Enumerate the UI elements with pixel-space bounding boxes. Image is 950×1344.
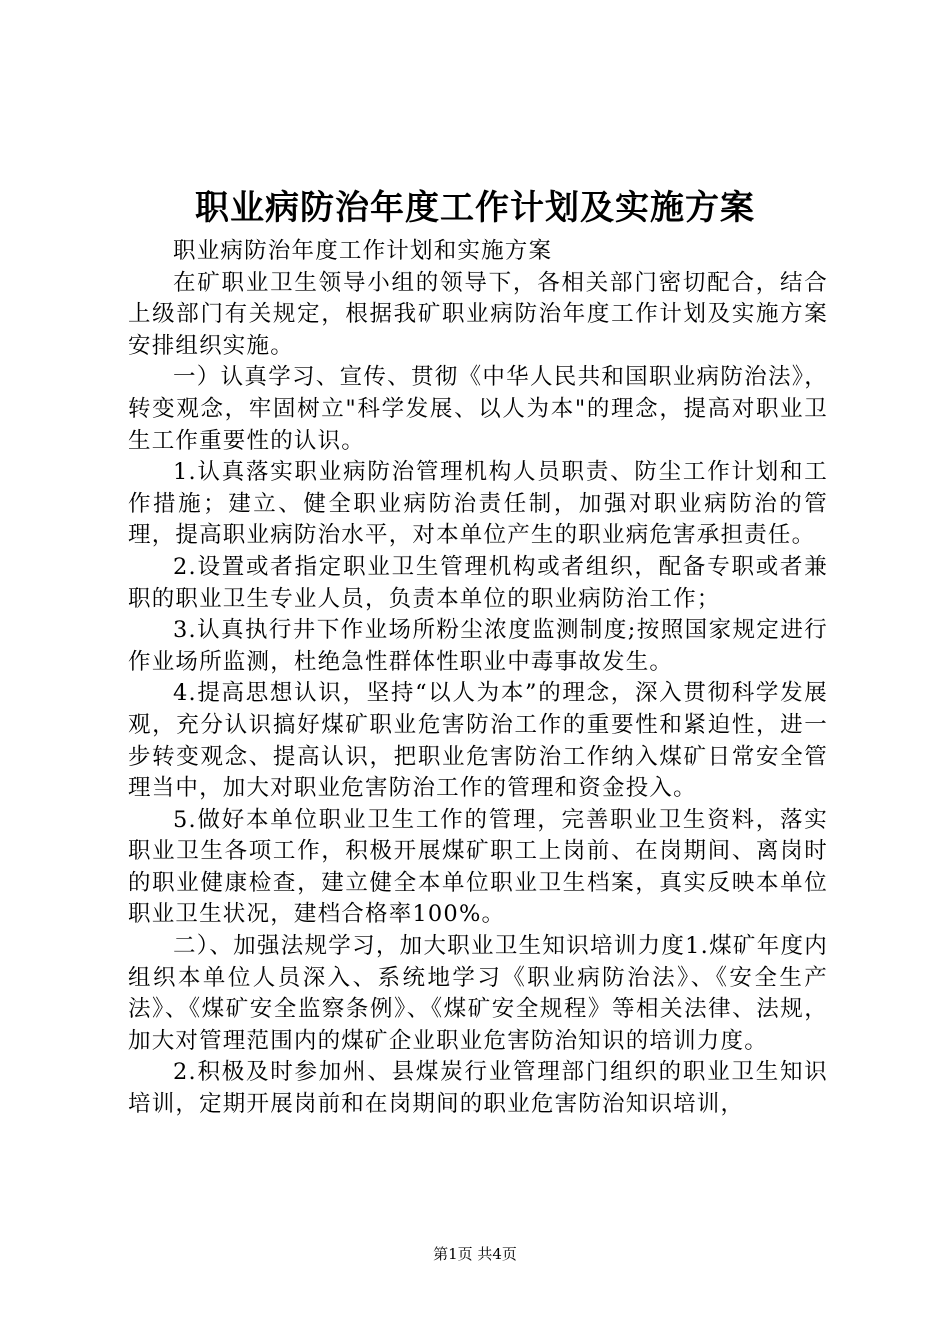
page-number: 第1页 共4页 [433,1245,517,1263]
paragraph: 4.提高思想认识，坚持“以人为本”的理念，深入贯彻科学发展观，充分认识搞好煤矿职业危害防治工作的重要性和紧迫性，进一步转变观念、提高认识，把职业危害防治工作纳入煤矿日常安全管理当中，加大对职业危害防治工作的管理和资金投入。 [128,680,828,802]
document-title: 职业病防治年度工作计划及实施方案 [195,188,755,228]
paragraph: 二）、加强法规学习，加大职业卫生知识培训力度1.煤矿年度内组织本单位人员深入、系统地学习《职业病防治法》、《安全生产法》、《煤矿安全监察条例》、《煤矿安全规程》等相关法律、法规，加大对管理范围内的煤矿企业职业危害防治知识的培训力度。 [128,933,828,1054]
document-body [128,236,828,1121]
paragraph: 1.认真落实职业病防治管理机构人员职责、防尘工作计划和工作措施；建立、健全职业病防治责任制，加强对职业病防治的管理，提高职业病防治水平，对本单位产生的职业病危害承担责任。 [128,459,828,549]
paragraph: 3.认真执行井下作业场所粉尘浓度监测制度;按照国家规定进行作业场所监测，杜绝急性群体性职业中毒事故发生。 [128,617,828,675]
paragraph: 2.积极及时参加州、县煤炭行业管理部门组织的职业卫生知识培训，定期开展岗前和在岗期间的职业危害防治知识培训， [128,1059,828,1118]
paragraph: 2.设置或者指定职业卫生管理机构或者组织，配备专职或者兼职的职业卫生专业人员，负责本单位的职业病防治工作； [128,553,828,612]
paragraph: 职业病防治年度工作计划和实施方案 [173,238,553,264]
paragraph: 5.做好本单位职业卫生工作的管理，完善职业卫生资料，落实职业卫生各项工作，积极开展煤矿职工上岗前、在岗期间、离岗时的职业健康检查，建立健全本单位职业卫生档案，真实反映本单位职业卫生状况，建档合格率100%。 [128,806,828,928]
paragraph: 一）认真学习、宣传、贯彻《中华人民共和国职业病防治法》，转变观念，牢固树立"科学发展、以人为本"的理念，提高对职业卫生工作重要性的认识。 [128,364,828,454]
paragraph: 在矿职业卫生领导小组的领导下，各相关部门密切配合，结合上级部门有关规定，根据我矿职业病防治年度工作计划及实施方案安排组织实施。 [128,269,828,359]
